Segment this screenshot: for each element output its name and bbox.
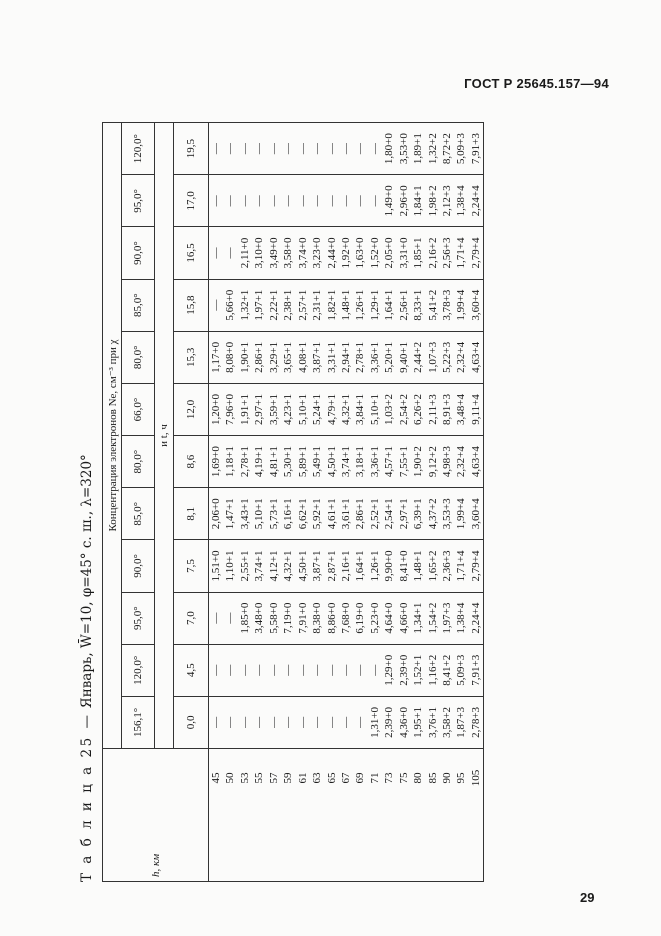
table-cell: 1,26+1 xyxy=(368,550,381,582)
table-cell: 4,66+0 xyxy=(397,602,410,634)
table-cell: 2,32+4 xyxy=(455,341,468,373)
table-cell: 3,49+0 xyxy=(267,237,280,269)
table-cell: 1,47+1 xyxy=(224,498,237,530)
table-cell: 1,16+2 xyxy=(426,654,439,686)
table-cell: 4,08+1 xyxy=(296,341,309,373)
table-cell: 4,32+1 xyxy=(339,394,352,425)
table-cell: 3,74+1 xyxy=(339,446,352,478)
table-cell: — xyxy=(238,716,251,728)
time-header: 17,0 xyxy=(174,175,209,227)
table-cell: 3,48+0 xyxy=(253,602,266,634)
table-cell: — xyxy=(238,143,251,155)
table-cell: 2,44+0 xyxy=(325,237,338,269)
table-cell: 2,86+1 xyxy=(253,341,266,373)
table-cell: 5,20+1 xyxy=(383,341,396,373)
table-cell: 5,30+1 xyxy=(282,446,295,478)
height-value: 105 xyxy=(469,769,482,787)
time-header: и t, ч xyxy=(155,123,174,749)
table-cell: 2,55+1 xyxy=(238,550,251,582)
height-column xyxy=(209,749,484,882)
table-cell: 4,50+1 xyxy=(325,446,338,478)
height-value: 45 xyxy=(210,772,222,784)
table-cell: 1,85+0 xyxy=(238,602,251,634)
table-cell: 5,92+1 xyxy=(311,498,324,530)
height-value: 71 xyxy=(368,772,381,784)
table-cell: 3,60+4 xyxy=(469,498,482,530)
table-cell: 1,52+0 xyxy=(368,237,381,269)
table-cell: 1,31+0 xyxy=(368,706,381,738)
table-cell: 3,18+1 xyxy=(354,446,367,478)
document-code: ГОСТ Р 25645.157—94 xyxy=(464,76,609,91)
table-cell: — xyxy=(311,195,324,207)
table-cell: — xyxy=(238,664,251,676)
value-column xyxy=(209,383,484,435)
angle-header: 95,0° xyxy=(122,592,155,644)
table-cell: 4,63+4 xyxy=(469,446,482,478)
height-value: 67 xyxy=(339,772,352,784)
table-cell: 1,71+4 xyxy=(455,237,468,269)
table-cell: — xyxy=(354,143,367,155)
table-cell: — xyxy=(325,143,338,155)
table-cell: 2,97+1 xyxy=(253,394,266,425)
table-cell: — xyxy=(368,664,381,676)
table-cell: 2,79+4 xyxy=(469,550,482,582)
table-cell: 1,48+1 xyxy=(412,550,425,582)
table-cell: 1,64+1 xyxy=(354,550,367,582)
height-value: 57 xyxy=(267,772,280,784)
table-cell: 3,61+1 xyxy=(339,498,352,530)
table-cell: 5,73+1 xyxy=(267,498,280,530)
table-cell: — xyxy=(253,143,266,155)
table-cell: 4,61+1 xyxy=(325,498,338,530)
table-cell: — xyxy=(253,664,266,676)
table-cell: 5,10+1 xyxy=(368,394,381,425)
table-cell: 1,90+2 xyxy=(412,446,425,478)
table-cell: 6,26+2 xyxy=(412,394,425,425)
height-value: 65 xyxy=(325,772,338,784)
table-cell: 1,90+1 xyxy=(238,341,251,373)
table-cell: 2,11+0 xyxy=(238,237,251,269)
table-cell: 6,39+1 xyxy=(412,498,425,530)
table-cell: 7,91+0 xyxy=(296,602,309,634)
table-cell: — xyxy=(210,195,222,207)
value-column xyxy=(209,488,484,540)
time-header: 0,0 xyxy=(174,696,209,748)
table-cell: 2,36+3 xyxy=(441,550,453,582)
table-cell: 7,91+3 xyxy=(469,654,482,686)
table-cell: 2,05+0 xyxy=(383,237,396,269)
time-header: 7,0 xyxy=(174,592,209,644)
table-cell: 5,10+1 xyxy=(296,394,309,425)
table-cell: — xyxy=(311,664,324,676)
page-number: 29 xyxy=(580,890,595,905)
table-cell: — xyxy=(267,664,280,676)
angle-header: 90,0° xyxy=(122,227,155,279)
table-cell: 4,12+1 xyxy=(267,550,280,582)
table-cell: 1,91+1 xyxy=(238,394,251,425)
table-cell: 8,41+2 xyxy=(441,654,453,686)
table-cell: 7,19+0 xyxy=(282,602,295,634)
height-value: 95 xyxy=(455,772,468,784)
table-cell: 1,03+2 xyxy=(383,394,396,425)
table-cell: — xyxy=(282,664,295,676)
table-cell: 2,16+2 xyxy=(426,237,439,269)
table-cell: 3,74+0 xyxy=(296,237,309,269)
height-value: 53 xyxy=(238,772,251,784)
table-cell: 8,41+0 xyxy=(397,550,410,582)
table-cell: 5,24+1 xyxy=(311,394,324,425)
table-cell: 1,38+4 xyxy=(455,185,468,217)
value-column xyxy=(209,592,484,644)
angle-header: 85,0° xyxy=(122,488,155,540)
value-column xyxy=(209,227,484,279)
time-header: 15,8 xyxy=(174,279,209,331)
height-value: 73 xyxy=(383,772,396,784)
angle-header: 95,0° xyxy=(122,175,155,227)
angle-header: 120,0° xyxy=(122,123,155,175)
table-caption-text: Январь, W̄=10, φ=45° с. ш., λ=320° xyxy=(79,454,95,709)
table-cell: — xyxy=(224,195,237,207)
table-cell: 2,52+1 xyxy=(368,498,381,530)
table-cell: 4,57+1 xyxy=(383,446,396,478)
table-cell: — xyxy=(210,247,222,259)
table-cell: — xyxy=(224,247,237,259)
table-cell: 5,66+0 xyxy=(224,289,237,321)
table-cell: — xyxy=(253,195,266,207)
table-cell: — xyxy=(368,143,381,155)
angle-header: 90,0° xyxy=(122,540,155,592)
table-cell: 1,49+0 xyxy=(383,185,396,217)
table-cell: 5,09+3 xyxy=(455,654,468,686)
rotated-table-block xyxy=(72,122,522,882)
table-cell: 1,97+1 xyxy=(253,289,266,321)
table-cell: — xyxy=(339,664,352,676)
table-cell: — xyxy=(267,143,280,155)
table-cell: 9,90+0 xyxy=(383,550,396,582)
table-cell: 4,98+3 xyxy=(441,446,453,478)
table-cell: — xyxy=(210,299,222,311)
table-cell: — xyxy=(282,143,295,155)
table-cell: 2,87+1 xyxy=(325,550,338,582)
table-cell: — xyxy=(339,716,352,728)
electron-concentration-table xyxy=(102,122,484,882)
table-cell: 1,99+4 xyxy=(455,289,468,321)
table-cell: — xyxy=(282,716,295,728)
table-cell: — xyxy=(311,143,324,155)
time-header: 8,6 xyxy=(174,436,209,488)
time-header: 15,3 xyxy=(174,331,209,383)
table-cell: 1,54+2 xyxy=(426,602,439,634)
table-cell: 6,62+1 xyxy=(296,498,309,530)
table-cell: 1,89+1 xyxy=(412,133,425,165)
table-cell: 3,84+1 xyxy=(354,394,367,425)
table-cell: 1,32+2 xyxy=(426,133,439,165)
table-cell: — xyxy=(296,716,309,728)
table-cell: 1,07+3 xyxy=(426,341,439,373)
table-cell: 8,72+2 xyxy=(441,133,453,165)
table-cell: 5,89+1 xyxy=(296,446,309,478)
height-value: 75 xyxy=(397,772,410,784)
table-cell: 2,24+4 xyxy=(469,185,482,217)
table-cell: 4,37+2 xyxy=(426,498,439,530)
angle-header: 156,1° xyxy=(122,696,155,748)
table-cell: 6,19+0 xyxy=(354,602,367,634)
table-cell: 1,84+1 xyxy=(412,185,425,217)
table-cell: 3,78+3 xyxy=(441,289,453,321)
table-cell: 5,23+0 xyxy=(368,602,381,634)
table-cell: 2,57+1 xyxy=(296,289,309,321)
table-cell: 8,08+0 xyxy=(224,341,237,373)
table-cell: 4,32+1 xyxy=(282,550,295,582)
table-cell: 1,18+1 xyxy=(224,446,237,478)
table-cell: 1,52+1 xyxy=(412,654,425,686)
table-cell: 8,91+3 xyxy=(441,394,453,425)
table-cell: — xyxy=(368,195,381,207)
table-cell: 1,80+0 xyxy=(383,133,396,165)
table-cell: 1,87+3 xyxy=(455,706,468,738)
table-cell: — xyxy=(210,716,222,728)
table-cell: — xyxy=(224,143,237,155)
table-cell: — xyxy=(354,195,367,207)
value-column xyxy=(209,123,484,175)
table-cell: 3,36+1 xyxy=(368,341,381,373)
table-cell: 3,87+1 xyxy=(311,341,324,373)
table-cell: 4,79+1 xyxy=(325,394,338,425)
value-column xyxy=(209,175,484,227)
table-cell: — xyxy=(325,195,338,207)
table-cell: — xyxy=(354,664,367,676)
table-cell: 5,49+1 xyxy=(311,446,324,478)
table-cell: 3,29+1 xyxy=(267,341,280,373)
height-value: 50 xyxy=(224,772,237,784)
table-cell: 2,79+4 xyxy=(469,237,482,269)
table-cell: 7,91+3 xyxy=(469,133,482,165)
table-body-row xyxy=(209,123,484,882)
table-cell: 2,44+2 xyxy=(412,341,425,373)
table-cell: 1,97+3 xyxy=(441,602,453,634)
value-column xyxy=(209,331,484,383)
table-caption-prefix: Т а б л и ц а 25 — xyxy=(79,712,95,882)
angle-header: 66,0° xyxy=(122,383,155,435)
table-cell: — xyxy=(267,195,280,207)
table-cell: 1,99+4 xyxy=(455,498,468,530)
table-cell: 5,58+0 xyxy=(267,602,280,634)
table-cell: 3,58+2 xyxy=(441,706,453,738)
table-cell: 3,31+1 xyxy=(325,341,338,373)
table-cell: 1,95+1 xyxy=(412,706,425,738)
table-cell: 1,64+1 xyxy=(383,289,396,321)
table-cell: 1,65+2 xyxy=(426,550,439,582)
table-cell: 4,63+4 xyxy=(469,341,482,373)
table-cell: 3,10+0 xyxy=(253,237,266,269)
table-cell: 2,06+0 xyxy=(210,498,222,530)
table-cell: — xyxy=(224,664,237,676)
height-value: 55 xyxy=(253,772,266,784)
value-column xyxy=(209,279,484,331)
table-cell: — xyxy=(339,143,352,155)
table-cell: — xyxy=(296,195,309,207)
table-cell: 4,36+0 xyxy=(397,706,410,738)
table-cell: 2,86+1 xyxy=(354,498,367,530)
table-cell: 7,55+1 xyxy=(397,446,410,478)
table-cell: 3,48+4 xyxy=(455,394,468,425)
table-cell: 2,12+3 xyxy=(441,185,453,217)
table-cell: 3,76+1 xyxy=(426,706,439,738)
value-column xyxy=(209,644,484,696)
table-cell: 2,31+1 xyxy=(311,289,324,321)
table-cell: — xyxy=(296,664,309,676)
table-cell: 4,23+1 xyxy=(282,394,295,425)
table-cell: 2,56+3 xyxy=(441,237,453,269)
table-cell: 2,96+0 xyxy=(397,185,410,217)
table-cell: 5,41+2 xyxy=(426,289,439,321)
table-cell: 1,51+0 xyxy=(210,550,222,582)
table-cell: 2,22+1 xyxy=(267,289,280,321)
time-header: 4,5 xyxy=(174,644,209,696)
table-cell: 1,82+1 xyxy=(325,289,338,321)
table-cell: 2,16+1 xyxy=(339,550,352,582)
height-header: h, км xyxy=(103,749,209,882)
table-cell: 2,32+4 xyxy=(455,446,468,478)
height-value: 90 xyxy=(441,772,453,784)
table-cell: 1,29+1 xyxy=(368,289,381,321)
table-cell: 2,11+3 xyxy=(426,394,439,425)
table-cell: — xyxy=(325,664,338,676)
table-cell: 1,92+0 xyxy=(339,237,352,269)
angle-header: 80,0° xyxy=(122,331,155,383)
table-cell: 9,40+1 xyxy=(397,341,410,373)
table-cell: 4,64+0 xyxy=(383,602,396,634)
table-cell: — xyxy=(282,195,295,207)
group-header: Концентрация электронов Ne, см⁻³ при χ xyxy=(103,123,122,749)
height-value: 85 xyxy=(426,772,439,784)
table-cell: 5,22+3 xyxy=(441,341,453,373)
table-cell: 8,33+1 xyxy=(412,289,425,321)
angle-header: 80,0° xyxy=(122,436,155,488)
height-value: 80 xyxy=(412,772,425,784)
table-cell: 1,48+1 xyxy=(339,289,352,321)
table-cell: 2,39+0 xyxy=(383,706,396,738)
table-cell: 1,85+1 xyxy=(412,237,425,269)
time-header: 8,1 xyxy=(174,488,209,540)
table-cell: 3,58+0 xyxy=(282,237,295,269)
table-cell: 3,74+1 xyxy=(253,550,266,582)
table-cell: 1,10+1 xyxy=(224,550,237,582)
table-cell: 1,20+0 xyxy=(210,394,222,425)
table-cell: 2,24+4 xyxy=(469,602,482,634)
table-cell: 2,78+3 xyxy=(469,706,482,738)
table-cell: 4,81+1 xyxy=(267,446,280,478)
table-cell: 1,71+4 xyxy=(455,550,468,582)
table-cell: 7,68+0 xyxy=(339,602,352,634)
angle-header: 85,0° xyxy=(122,279,155,331)
table-cell: 3,23+0 xyxy=(311,237,324,269)
table-cell: 8,86+0 xyxy=(325,602,338,634)
table-cell: 1,29+0 xyxy=(383,654,396,686)
table-cell: 7,96+0 xyxy=(224,394,237,425)
table-cell: 1,17+0 xyxy=(210,341,222,373)
table-cell: — xyxy=(224,716,237,728)
table-cell: 6,16+1 xyxy=(282,498,295,530)
table-cell: 3,53+0 xyxy=(397,133,410,165)
table-cell: — xyxy=(210,664,222,676)
table-cell: — xyxy=(354,716,367,728)
value-column xyxy=(209,436,484,488)
table-cell: 4,19+1 xyxy=(253,446,266,478)
table-cell: — xyxy=(339,195,352,207)
value-column xyxy=(209,540,484,592)
time-header: 16,5 xyxy=(174,227,209,279)
table-cell: 3,59+1 xyxy=(267,394,280,425)
table-cell: 3,87+1 xyxy=(311,550,324,582)
angle-header: 120,0° xyxy=(122,644,155,696)
table-cell: 2,78+1 xyxy=(238,446,251,478)
time-header: 12,0 xyxy=(174,383,209,435)
height-value: 61 xyxy=(296,772,309,784)
table-cell: — xyxy=(238,195,251,207)
table-cell: 1,98+2 xyxy=(426,185,439,217)
table-cell: 8,38+0 xyxy=(311,602,324,634)
table-cell: 2,94+1 xyxy=(339,341,352,373)
table-cell: 1,69+0 xyxy=(210,446,222,478)
table-cell: — xyxy=(210,612,222,624)
table-cell: 5,10+1 xyxy=(253,498,266,530)
table-cell: 2,39+0 xyxy=(397,654,410,686)
table-cell: — xyxy=(210,143,222,155)
table-cell: 4,50+1 xyxy=(296,550,309,582)
table-cell: — xyxy=(224,612,237,624)
value-column xyxy=(209,696,484,748)
table-cell: 2,38+1 xyxy=(282,289,295,321)
table-cell: 9,11+4 xyxy=(469,394,482,425)
height-value: 63 xyxy=(311,772,324,784)
table-cell: 3,31+0 xyxy=(397,237,410,269)
table-cell: — xyxy=(267,716,280,728)
table-cell: 3,43+1 xyxy=(238,498,251,530)
table-cell: 2,78+1 xyxy=(354,341,367,373)
height-value: 59 xyxy=(282,772,295,784)
table-cell: 2,54+1 xyxy=(383,498,396,530)
table-cell: 3,60+4 xyxy=(469,289,482,321)
table-caption xyxy=(72,122,102,882)
table-cell: 2,97+1 xyxy=(397,498,410,530)
table-cell: 1,38+4 xyxy=(455,602,468,634)
time-header: 19,5 xyxy=(174,123,209,175)
table-cell: 1,63+0 xyxy=(354,237,367,269)
time-header: 7,5 xyxy=(174,540,209,592)
table-cell: 3,36+1 xyxy=(368,446,381,478)
table-cell: 2,56+1 xyxy=(397,289,410,321)
table-cell: 3,53+3 xyxy=(441,498,453,530)
table-cell: 9,12+2 xyxy=(426,446,439,478)
table-cell: 3,65+1 xyxy=(282,341,295,373)
height-value: 69 xyxy=(354,772,367,784)
table-cell: 1,34+1 xyxy=(412,602,425,634)
table-cell: — xyxy=(253,716,266,728)
table-cell: 2,54+2 xyxy=(397,394,410,425)
table-cell: 1,32+1 xyxy=(238,289,251,321)
table-cell: 5,09+3 xyxy=(455,133,468,165)
table-cell: — xyxy=(325,716,338,728)
table-cell: — xyxy=(311,716,324,728)
table-cell: — xyxy=(296,143,309,155)
table-cell: 1,26+1 xyxy=(354,289,367,321)
